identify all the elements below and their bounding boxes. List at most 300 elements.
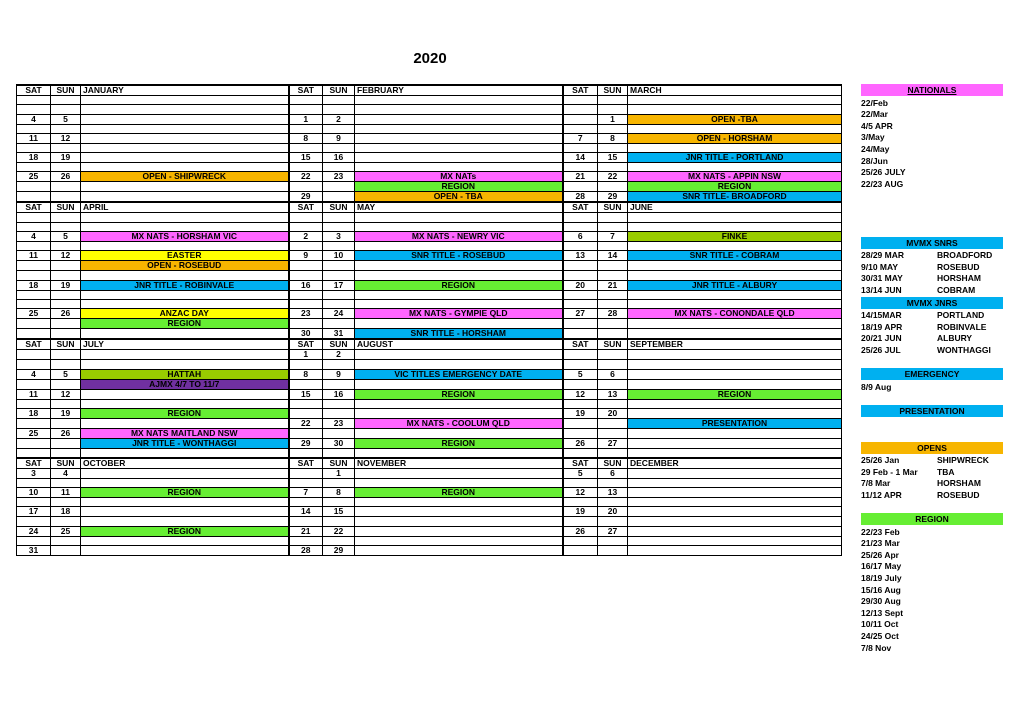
sat-date — [289, 163, 323, 172]
sat-date: 31 — [17, 545, 51, 555]
empty-event-cell — [628, 105, 842, 114]
summary-venue: SHIPWRECK — [937, 455, 989, 465]
sat-date: 4 — [17, 232, 51, 242]
sun-date: 28 — [598, 309, 628, 319]
empty-event-cell — [81, 360, 289, 369]
sat-date — [563, 163, 598, 172]
sun-date — [598, 163, 628, 172]
sat-date — [563, 360, 598, 369]
sun-date: 6 — [598, 369, 628, 379]
sat-date: 7 — [563, 133, 598, 143]
summary-line — [861, 561, 1003, 573]
week-row — [17, 408, 842, 418]
calendar-table — [16, 84, 842, 556]
event-cell: OPEN -TBA — [628, 114, 842, 124]
sun-date — [598, 261, 628, 271]
sat-date: 29 — [289, 192, 323, 203]
sun-date — [51, 438, 81, 448]
sat-date — [17, 261, 51, 271]
empty-event-cell — [628, 379, 842, 389]
sat-date: 11 — [17, 251, 51, 261]
sun-date — [51, 96, 81, 105]
event-cell: SNR TITLE - ROSEBUD — [355, 251, 563, 261]
empty-event-cell — [355, 133, 563, 143]
sat-date: 4 — [17, 369, 51, 379]
sat-date — [289, 182, 323, 192]
sun-date: 26 — [51, 428, 81, 438]
sat-date: 21 — [289, 526, 323, 536]
sat-date: 25 — [17, 428, 51, 438]
sun-date — [51, 124, 81, 133]
empty-event-cell — [355, 271, 563, 280]
month-name: DECEMBER — [628, 458, 842, 469]
empty-event-cell — [81, 242, 289, 251]
month-name: JANUARY — [81, 85, 289, 96]
event-cell: MX NATS - CONONDALE QLD — [628, 309, 842, 319]
sat-date: 16 — [289, 280, 323, 290]
sun-date — [323, 96, 355, 105]
sun-date: 2 — [323, 114, 355, 124]
week-row — [17, 96, 842, 105]
sun-date — [323, 271, 355, 280]
sat-date: 5 — [563, 468, 598, 478]
week-row — [17, 242, 842, 251]
week-row — [17, 153, 842, 163]
sun-header: SUN — [598, 458, 628, 469]
event-cell: REGION — [81, 526, 289, 536]
sat-date — [563, 261, 598, 271]
sun-date: 10 — [323, 251, 355, 261]
summary-date: 28/29 MAR — [861, 250, 904, 261]
summary-venue: BROADFORD — [937, 250, 993, 261]
sun-header: SUN — [51, 458, 81, 469]
summary-line — [861, 643, 1003, 655]
sat-date: 12 — [563, 389, 598, 399]
sat-date: 4 — [17, 114, 51, 124]
sat-date: 11 — [17, 133, 51, 143]
calendar-grid — [16, 84, 841, 556]
sat-date — [563, 143, 598, 152]
sun-date — [323, 213, 355, 222]
month-name: SEPTEMBER — [628, 339, 842, 350]
empty-event-cell — [628, 261, 842, 271]
sun-date — [51, 517, 81, 526]
empty-event-cell — [628, 329, 842, 340]
sun-date: 12 — [51, 251, 81, 261]
sun-date — [323, 163, 355, 172]
sun-header: SUN — [51, 339, 81, 350]
summary-section-header: EMERGENCY — [861, 368, 1003, 380]
empty-event-cell — [628, 517, 842, 526]
sat-date: 22 — [289, 172, 323, 182]
sun-date: 26 — [51, 172, 81, 182]
sun-date: 13 — [598, 487, 628, 497]
empty-event-cell — [355, 299, 563, 308]
event-cell: HATTAH — [81, 369, 289, 379]
empty-event-cell — [355, 545, 563, 555]
summary-date: 7/8 Nov — [861, 642, 892, 653]
sun-date: 29 — [323, 545, 355, 555]
sat-date — [289, 105, 323, 114]
empty-event-cell — [355, 350, 563, 360]
empty-event-cell — [81, 124, 289, 133]
week-row — [17, 290, 842, 299]
sun-date: 12 — [51, 389, 81, 399]
sun-date: 14 — [598, 251, 628, 261]
summary-line — [861, 467, 1003, 479]
sat-date: 21 — [563, 172, 598, 182]
sat-date — [17, 536, 51, 545]
sun-date — [598, 182, 628, 192]
summary-venue: ROSEBUD — [937, 489, 980, 500]
event-cell: OPEN - TBA — [355, 192, 563, 203]
empty-event-cell — [81, 468, 289, 478]
summary-line — [861, 619, 1003, 631]
sun-date — [598, 497, 628, 506]
sat-date: 25 — [17, 309, 51, 319]
sat-date — [563, 536, 598, 545]
sun-date — [51, 213, 81, 222]
sat-date — [17, 124, 51, 133]
sat-date — [563, 96, 598, 105]
sun-date: 24 — [323, 309, 355, 319]
summary-line — [861, 121, 1003, 133]
sun-date: 25 — [51, 526, 81, 536]
sat-date: 23 — [289, 309, 323, 319]
empty-event-cell — [81, 143, 289, 152]
sun-date: 17 — [323, 280, 355, 290]
summary-line — [861, 109, 1003, 121]
event-cell: MX NATS - GYMPIE QLD — [355, 309, 563, 319]
empty-event-cell — [355, 114, 563, 124]
empty-event-cell — [628, 163, 842, 172]
sun-date — [51, 299, 81, 308]
sat-header: SAT — [17, 85, 51, 96]
event-cell: REGION — [355, 389, 563, 399]
empty-event-cell — [628, 438, 842, 448]
summary-date: 29/30 Aug — [861, 596, 901, 607]
sat-date — [563, 114, 598, 124]
sun-date — [323, 261, 355, 271]
sun-date: 2 — [323, 350, 355, 360]
sat-date: 3 — [17, 468, 51, 478]
sun-date: 6 — [598, 468, 628, 478]
sun-date: 13 — [598, 389, 628, 399]
event-cell: JNR TITLE - WONTHAGGI — [81, 438, 289, 448]
sun-date — [51, 261, 81, 271]
sat-date — [289, 222, 323, 231]
empty-event-cell — [355, 526, 563, 536]
sat-date: 18 — [17, 280, 51, 290]
week-row — [17, 182, 842, 192]
event-cell: SNR TITLE - HORSHAM — [355, 329, 563, 340]
sun-date — [51, 536, 81, 545]
sun-header: SUN — [598, 202, 628, 213]
sat-date: 14 — [289, 507, 323, 517]
sat-date — [289, 536, 323, 545]
sun-date: 31 — [323, 329, 355, 340]
empty-event-cell — [628, 399, 842, 408]
event-cell: JNR TITLE - PORTLAND — [628, 153, 842, 163]
event-cell: REGION — [355, 182, 563, 192]
summary-venue: HORSHAM — [937, 478, 981, 489]
sat-date: 18 — [17, 153, 51, 163]
sun-date — [323, 408, 355, 418]
sun-date: 15 — [598, 153, 628, 163]
summary-date: 21/23 Mar — [861, 538, 900, 549]
week-row — [17, 124, 842, 133]
week-row — [17, 526, 842, 536]
sun-date — [323, 536, 355, 545]
week-row — [17, 497, 842, 506]
sun-date — [323, 497, 355, 506]
summary-date: 13/14 JUN — [861, 285, 902, 295]
sat-date: 15 — [289, 153, 323, 163]
sat-date — [289, 271, 323, 280]
sun-date — [51, 329, 81, 340]
sat-date — [563, 428, 598, 438]
sun-date — [323, 478, 355, 487]
sat-date — [17, 242, 51, 251]
empty-event-cell — [628, 124, 842, 133]
week-row — [17, 251, 842, 261]
sat-date — [563, 545, 598, 555]
sun-date — [598, 299, 628, 308]
sun-date — [51, 192, 81, 203]
week-row — [17, 114, 842, 124]
sun-date: 7 — [598, 232, 628, 242]
sun-date: 15 — [323, 507, 355, 517]
sun-date: 30 — [323, 438, 355, 448]
sun-date: 23 — [323, 418, 355, 428]
sat-date: 13 — [563, 251, 598, 261]
sat-date — [17, 360, 51, 369]
month-name: NOVEMBER — [355, 458, 563, 469]
sun-header: SUN — [323, 202, 355, 213]
summary-venue: ROBINVALE — [937, 321, 987, 332]
empty-event-cell — [355, 497, 563, 506]
summary-date: 8/9 Aug — [861, 381, 892, 392]
sat-date — [563, 242, 598, 251]
event-cell: JNR TITLE - ROBINVALE — [81, 280, 289, 290]
empty-event-cell — [628, 408, 842, 418]
empty-event-cell — [355, 448, 563, 457]
sat-date — [289, 242, 323, 251]
sat-date: 15 — [289, 389, 323, 399]
sun-date — [51, 105, 81, 114]
sun-date: 12 — [51, 133, 81, 143]
empty-event-cell — [628, 545, 842, 555]
sun-date — [323, 448, 355, 457]
summary-date: 9/10 MAY — [861, 261, 899, 272]
sat-date — [289, 399, 323, 408]
sat-date: 24 — [17, 526, 51, 536]
sat-date — [17, 350, 51, 360]
sat-date — [17, 517, 51, 526]
sun-date — [598, 545, 628, 555]
sat-date: 28 — [563, 192, 598, 203]
summary-date: 22/23 AUG — [861, 178, 904, 189]
summary-date: 22/Feb — [861, 97, 888, 108]
sun-date — [598, 517, 628, 526]
sat-date: 19 — [563, 408, 598, 418]
empty-event-cell — [355, 536, 563, 545]
week-row — [17, 360, 842, 369]
empty-event-cell — [355, 261, 563, 271]
sat-date: 8 — [289, 133, 323, 143]
month-name: JUNE — [628, 202, 842, 213]
week-row — [17, 545, 842, 555]
summary-line — [861, 179, 1003, 191]
summary-date: 20/21 JUN — [861, 333, 902, 344]
sun-date: 3 — [323, 232, 355, 242]
summary-section-header: MVMX JNRS — [861, 297, 1003, 309]
sat-date — [563, 379, 598, 389]
summary-line — [861, 538, 1003, 550]
sun-date: 22 — [323, 526, 355, 536]
sun-date: 9 — [323, 133, 355, 143]
summary-date: 16/17 May — [861, 561, 902, 572]
summary-date: 29 Feb - 1 Mar — [861, 466, 918, 477]
sun-date — [598, 319, 628, 329]
empty-event-cell — [355, 319, 563, 329]
sat-date: 26 — [563, 438, 598, 448]
sun-date: 1 — [323, 468, 355, 478]
empty-event-cell — [628, 222, 842, 231]
sun-date — [598, 448, 628, 457]
sat-date — [563, 350, 598, 360]
month-header-row — [17, 339, 842, 350]
sat-date: 2 — [289, 232, 323, 242]
week-row — [17, 309, 842, 319]
sun-header: SUN — [598, 85, 628, 96]
sun-date: 27 — [598, 438, 628, 448]
summary-line — [861, 132, 1003, 144]
empty-event-cell — [628, 143, 842, 152]
event-cell: MX NATS - HORSHAM VIC — [81, 232, 289, 242]
sun-date: 1 — [598, 114, 628, 124]
event-cell: OPEN - ROSEBUD — [81, 261, 289, 271]
sun-date: 5 — [51, 232, 81, 242]
sun-date — [323, 143, 355, 152]
empty-event-cell — [355, 468, 563, 478]
week-row — [17, 418, 842, 428]
sat-date — [17, 182, 51, 192]
sat-date: 8 — [289, 369, 323, 379]
sat-date — [17, 290, 51, 299]
sun-date — [323, 192, 355, 203]
sun-date — [323, 319, 355, 329]
empty-event-cell — [355, 213, 563, 222]
sun-date — [323, 124, 355, 133]
event-cell: AJMX 4/7 TO 11/7 — [81, 379, 289, 389]
month-header-row — [17, 458, 842, 469]
event-cell: FINKE — [628, 232, 842, 242]
event-cell: MX NATs — [355, 172, 563, 182]
empty-event-cell — [355, 478, 563, 487]
sat-header: SAT — [563, 202, 598, 213]
empty-event-cell — [355, 428, 563, 438]
sat-date: 12 — [563, 487, 598, 497]
sat-date: 25 — [17, 172, 51, 182]
sat-date — [289, 96, 323, 105]
sun-date — [51, 545, 81, 555]
empty-event-cell — [81, 418, 289, 428]
sun-header: SUN — [51, 85, 81, 96]
summary-section-header: MVMX SNRS — [861, 237, 1003, 249]
empty-event-cell — [355, 124, 563, 133]
summary-venue: TBA — [937, 466, 955, 477]
sat-date — [563, 517, 598, 526]
sun-date — [598, 399, 628, 408]
month-name: OCTOBER — [81, 458, 289, 469]
event-cell: JNR TITLE - ALBURY — [628, 280, 842, 290]
sun-date — [51, 448, 81, 457]
sat-date: 1 — [289, 114, 323, 124]
sat-date: 1 — [289, 350, 323, 360]
summary-venue: WONTHAGGI — [937, 344, 991, 355]
summary-date: 30/31 MAY — [861, 273, 903, 284]
week-row — [17, 517, 842, 526]
empty-event-cell — [355, 222, 563, 231]
summary-date: 12/13 Sept — [861, 607, 904, 618]
page-title: 2020 — [413, 50, 447, 67]
summary-section-header: REGION — [861, 513, 1003, 525]
event-cell: REGION — [81, 487, 289, 497]
summary-date: 25/26 Apr — [861, 549, 899, 560]
week-row — [17, 329, 842, 340]
sat-date — [289, 299, 323, 308]
summary-date: 11/12 APR — [861, 489, 902, 500]
week-row — [17, 261, 842, 271]
empty-event-cell — [628, 242, 842, 251]
empty-event-cell — [355, 153, 563, 163]
sun-date — [598, 350, 628, 360]
summary-section-header: NATIONALS — [861, 84, 1003, 96]
sat-date — [563, 497, 598, 506]
summary-date: 3/May — [861, 132, 885, 143]
empty-event-cell — [81, 507, 289, 517]
empty-event-cell — [81, 290, 289, 299]
week-row — [17, 350, 842, 360]
event-cell: OPEN - SHIPWRECK — [81, 172, 289, 182]
sat-date — [289, 213, 323, 222]
sun-header: SUN — [323, 458, 355, 469]
sat-date: 9 — [289, 251, 323, 261]
empty-event-cell — [355, 143, 563, 152]
sun-date — [323, 517, 355, 526]
empty-event-cell — [355, 105, 563, 114]
empty-event-cell — [355, 408, 563, 418]
sat-date — [289, 143, 323, 152]
week-row — [17, 379, 842, 389]
sun-date: 5 — [51, 114, 81, 124]
sat-header: SAT — [563, 85, 598, 96]
event-cell: REGION — [355, 438, 563, 448]
sat-date: 18 — [17, 408, 51, 418]
week-row — [17, 271, 842, 280]
event-cell: ANZAC DAY — [81, 309, 289, 319]
sun-date — [598, 213, 628, 222]
sat-date — [17, 105, 51, 114]
empty-event-cell — [355, 399, 563, 408]
sun-date: 29 — [598, 192, 628, 203]
event-cell: REGION — [355, 487, 563, 497]
empty-event-cell — [81, 163, 289, 172]
empty-event-cell — [81, 399, 289, 408]
empty-event-cell — [355, 379, 563, 389]
sun-date: 20 — [598, 408, 628, 418]
